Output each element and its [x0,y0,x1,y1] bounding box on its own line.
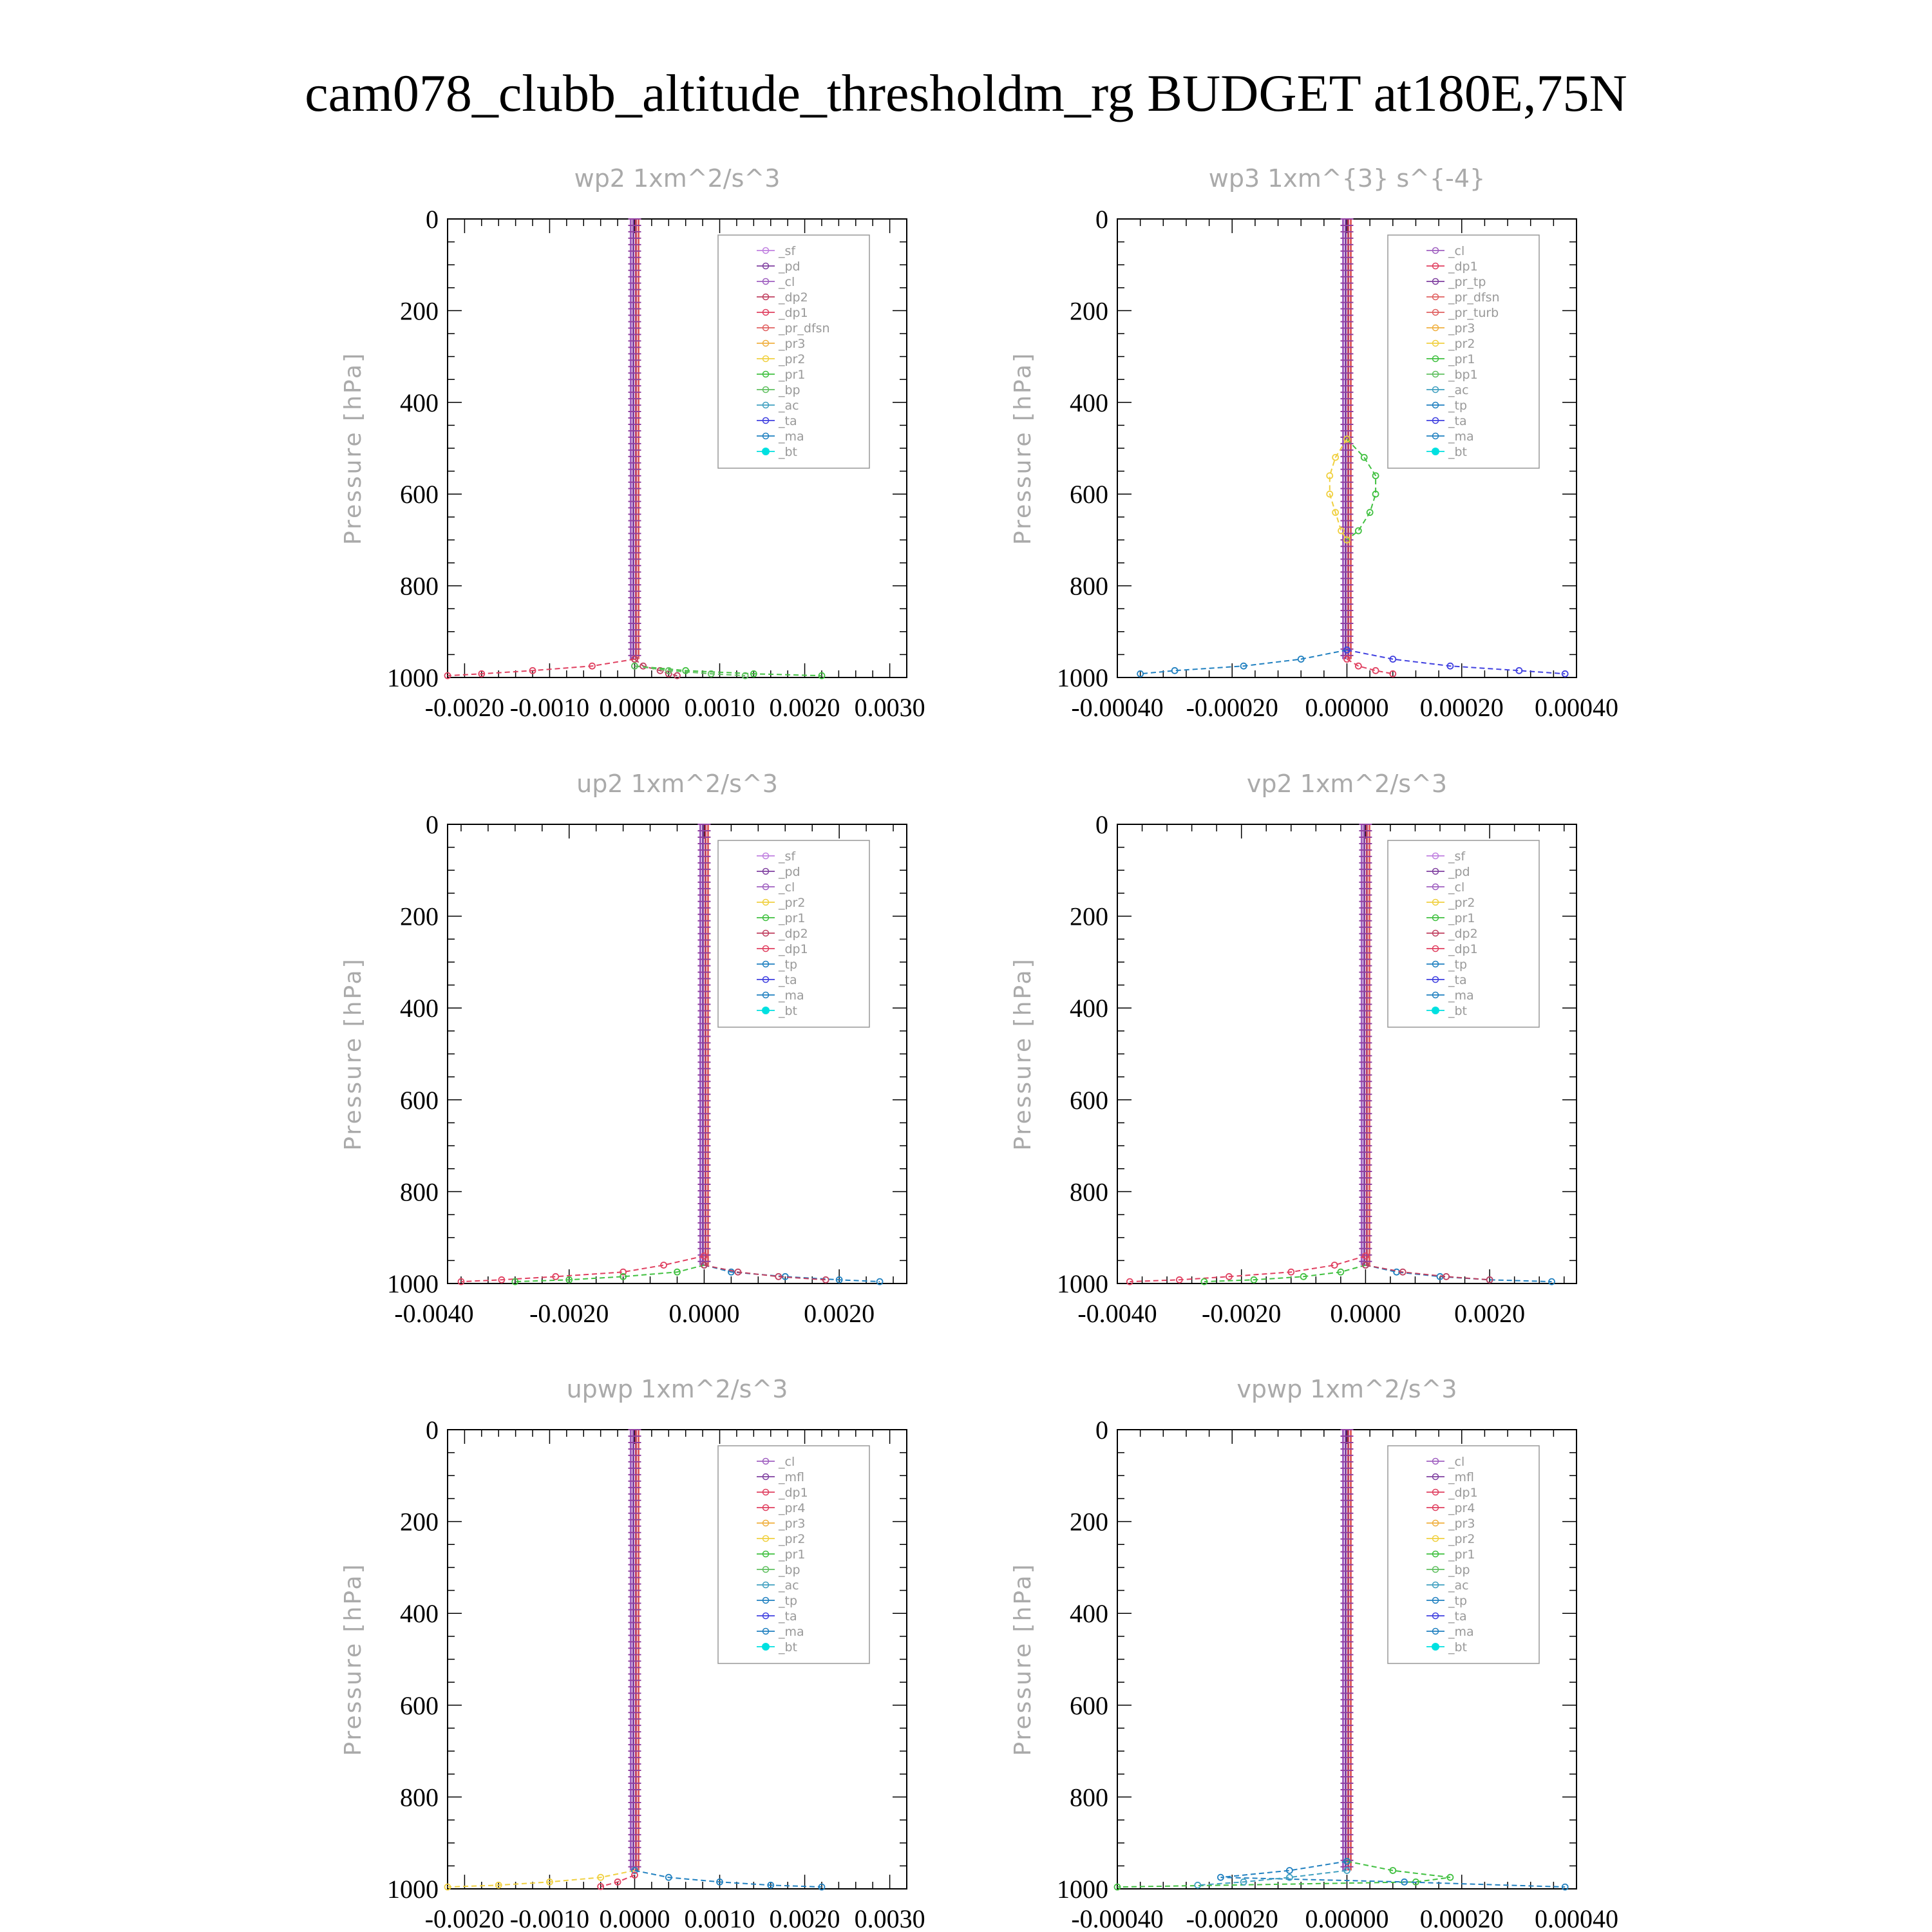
x-tick-label: 0.00000 [1305,1904,1389,1932]
legend-label: _sf [779,244,796,258]
legend-label: _pr1 [1448,352,1475,366]
x-tick-label: -0.0040 [394,1299,474,1328]
legend-label: _tp [1448,958,1468,972]
y-tick-label: 0 [1095,1416,1108,1444]
legend-label: _sf [779,849,796,864]
y-tick-label: 0 [426,1416,439,1444]
y-tick-label: 200 [400,296,439,326]
legend-label: _tp [779,1594,798,1608]
x-tick-label: 0.0000 [599,693,670,722]
series-line-_ta [1347,650,1566,674]
legend-label: _tp [779,958,798,972]
y-tick-label: 600 [1070,480,1108,509]
y-tick-label: 0 [1095,810,1108,839]
legend-label: _dp1 [779,1486,808,1500]
legend-label: _pr4 [1448,1501,1475,1515]
legend-label: _bt [779,1004,798,1018]
series-line-_dp1 [1130,1256,1365,1282]
legend-label: _dp1 [1448,260,1478,274]
y-tick-label: 200 [400,1507,439,1537]
legend-label: _pr2 [1448,1532,1475,1546]
legend-label: _dp1 [1448,1486,1478,1500]
legend-swatch-marker [1432,1007,1439,1014]
series-line-_dp1 [461,1256,704,1282]
panel-4 [1010,770,1577,1328]
legend-label: _bt [779,445,798,459]
y-tick-label: 800 [400,1177,439,1207]
y-tick-label: 800 [400,571,439,601]
x-tick-label: 0.00040 [1535,1904,1618,1932]
legend-label: _pr_dfsn [779,321,830,336]
legend-label: _cl [1448,1455,1465,1469]
y-tick-label: 400 [1070,388,1108,417]
legend-label: _bt [1448,445,1468,459]
x-tick-label: 0.00040 [1535,693,1618,722]
legend-label: _ta [779,414,797,428]
legend-label: _bt [1448,1004,1468,1018]
y-tick-label: 1000 [387,663,439,692]
x-tick-label: -0.0020 [424,1904,505,1932]
y-tick-label: 200 [400,902,439,931]
series-line-_pr1 [1117,1861,1450,1887]
legend-label: _ac [779,399,799,413]
legend-label: _pr_tp [1448,275,1486,289]
legend-label: _ta [779,1609,797,1624]
series-line-_dp1 [448,659,635,676]
y-tick-label: 600 [400,1690,439,1720]
y-axis-label: Pressure [hPa] [340,957,366,1151]
x-tick-label: -0.0020 [424,693,505,722]
panel-title: vpwp 1xm^2/s^3 [1236,1375,1457,1403]
y-tick-label: 600 [400,1085,439,1115]
legend-label: _pd [1448,865,1470,879]
legend-label: _pr1 [1448,1548,1475,1562]
legend-swatch-marker [762,448,770,455]
x-tick-label: 0.0030 [854,1904,925,1932]
x-tick-label: 0.0000 [668,1299,740,1328]
legend-swatch-marker [1432,1643,1439,1651]
legend-label: _pr2 [779,1532,806,1546]
legend-label: _cl [779,275,795,289]
series-line-_tp [704,1265,880,1282]
legend-label: _sf [1448,849,1466,864]
panel-1 [340,164,925,722]
y-tick-label: 0 [426,810,439,839]
x-tick-label: 0.0030 [854,693,925,722]
y-tick-label: 400 [1070,994,1108,1023]
legend-label: _pr1 [779,368,806,382]
x-tick-label: -0.0040 [1077,1299,1157,1328]
legend-label: _pr4 [779,1501,806,1515]
legend-label: _ma [779,1625,804,1639]
legend-label: _tp [1448,399,1468,413]
legend-label: _bt [1448,1640,1468,1654]
legend-label: _ac [1448,1578,1469,1593]
x-tick-label: -0.0020 [529,1299,609,1328]
legend-label: _pr3 [779,337,806,351]
legend-label: _cl [1448,244,1465,258]
legend-label: _ma [779,989,804,1003]
legend-label: _pr1 [1448,911,1475,925]
panel-title: wp3 1xm^{3} s^{-4} [1208,164,1486,193]
y-axis-label: Pressure [hPa] [340,351,366,545]
legend-label: _pr1 [779,1548,806,1562]
x-tick-label: 0.00020 [1419,1904,1504,1932]
series-line-_pr2 [1330,439,1347,540]
y-tick-label: 600 [400,480,439,509]
legend-label: _ta [779,973,797,987]
legend-label: _pd [779,865,800,879]
x-tick-label: 0.00020 [1419,693,1504,722]
legend-label: _dp1 [779,942,808,956]
y-tick-label: 400 [400,388,439,417]
x-tick-label: -0.00020 [1186,1904,1278,1932]
legend-label: _bp [779,383,800,397]
panel-title: vp2 1xm^2/s^3 [1246,770,1448,798]
legend-label: _ta [1448,414,1467,428]
series-line-_tp [635,1871,822,1888]
y-axis-label: Pressure [hPa] [340,1562,366,1756]
x-tick-label: 0.0020 [1454,1299,1526,1328]
legend-swatch-marker [762,1643,770,1651]
y-tick-label: 800 [1070,1177,1108,1207]
y-tick-label: 800 [400,1783,439,1812]
y-tick-label: 0 [426,205,439,234]
legend-label: _tp [1448,1594,1468,1608]
legend-label: _pr1 [779,911,806,925]
y-tick-label: 800 [1070,571,1108,601]
legend-label: _cl [779,1455,795,1469]
y-tick-label: 1000 [1057,1269,1108,1298]
y-axis-label: Pressure [hPa] [1010,1562,1036,1756]
legend-label: _pr_dfsn [1448,290,1500,305]
legend-label: _pr3 [779,1517,806,1531]
y-tick-label: 1000 [387,1269,439,1298]
panel-6 [1010,1375,1618,1932]
legend-label: _ma [779,430,804,444]
x-tick-label: -0.0020 [1202,1299,1282,1328]
legend-swatch-marker [1432,448,1439,455]
panel-title: upwp 1xm^2/s^3 [566,1375,788,1403]
y-tick-label: 200 [1070,296,1108,326]
series-point-_pr1 [1356,528,1361,534]
legend-label: _ta [1448,973,1467,987]
legend-label: _mfl [779,1470,804,1484]
x-tick-label: 0.0010 [684,693,755,722]
figure-title: cam078_clubb_altitude_thresholdm_rg BUDGET at180E,75N [305,64,1627,122]
x-tick-label: -0.00020 [1186,693,1278,722]
legend-label: _ma [1448,430,1474,444]
legend-label: _pr2 [1448,337,1475,351]
legend-label: _pr3 [1448,321,1475,336]
x-tick-label: 0.00000 [1305,693,1389,722]
x-tick-label: 0.0010 [684,1904,755,1932]
legend-label: _bp1 [1448,368,1478,382]
y-tick-label: 800 [1070,1783,1108,1812]
panels [340,164,1618,1932]
y-tick-label: 200 [1070,1507,1108,1537]
legend-label: _ac [1448,383,1469,397]
legend-label: _ta [1448,1609,1467,1624]
panel-title: up2 1xm^2/s^3 [576,770,778,798]
legend-label: _pr_turb [1448,306,1499,320]
panel-2 [1010,164,1618,722]
legend-label: _cl [1448,880,1465,895]
legend-label: _pr3 [1448,1517,1475,1531]
panel-5 [340,1375,925,1932]
y-tick-label: 400 [400,1599,439,1629]
x-tick-label: -0.0010 [509,1904,590,1932]
panel-3 [340,770,907,1328]
y-tick-label: 1000 [1057,1875,1108,1904]
legend-label: _dp2 [779,927,808,941]
legend-label: _pr2 [779,352,806,366]
y-tick-label: 0 [1095,205,1108,234]
x-tick-label: 0.0020 [769,1904,840,1932]
y-tick-label: 200 [1070,902,1108,931]
y-axis-label: Pressure [hPa] [1010,957,1036,1151]
legend-label: _dp1 [779,306,808,320]
y-tick-label: 400 [400,994,439,1023]
legend-swatch-marker [762,1007,770,1014]
x-tick-label: 0.0020 [804,1299,875,1328]
y-tick-label: 1000 [387,1875,439,1904]
legend-label: _dp1 [1448,942,1478,956]
panel-title: wp2 1xm^2/s^3 [574,164,781,193]
y-tick-label: 1000 [1057,663,1108,692]
legend-label: _pr2 [1448,896,1475,910]
legend-label: _ac [779,1578,799,1593]
y-tick-label: 600 [1070,1085,1108,1115]
y-axis-label: Pressure [hPa] [1010,351,1036,545]
legend-label: _dp2 [779,290,808,305]
legend-label: _dp2 [1448,927,1478,941]
x-tick-label: 0.0020 [769,693,840,722]
legend-label: _bt [779,1640,798,1654]
x-tick-label: 0.0000 [599,1904,670,1932]
y-tick-label: 400 [1070,1599,1108,1629]
y-tick-label: 600 [1070,1690,1108,1720]
legend-label: _cl [779,880,795,895]
legend-label: _bp [779,1563,800,1577]
legend-label: _pd [779,260,800,274]
x-tick-label: -0.0010 [509,693,590,722]
legend-label: _ma [1448,989,1474,1003]
series-line-_dp2 [1365,1265,1490,1280]
x-tick-label: -0.00040 [1071,1904,1164,1932]
x-tick-label: 0.0000 [1330,1299,1401,1328]
x-tick-label: -0.00040 [1071,693,1164,722]
legend-label: _bp [1448,1563,1470,1577]
legend-label: _mfl [1448,1470,1474,1484]
legend-label: _pr2 [779,896,806,910]
legend-label: _ma [1448,1625,1474,1639]
